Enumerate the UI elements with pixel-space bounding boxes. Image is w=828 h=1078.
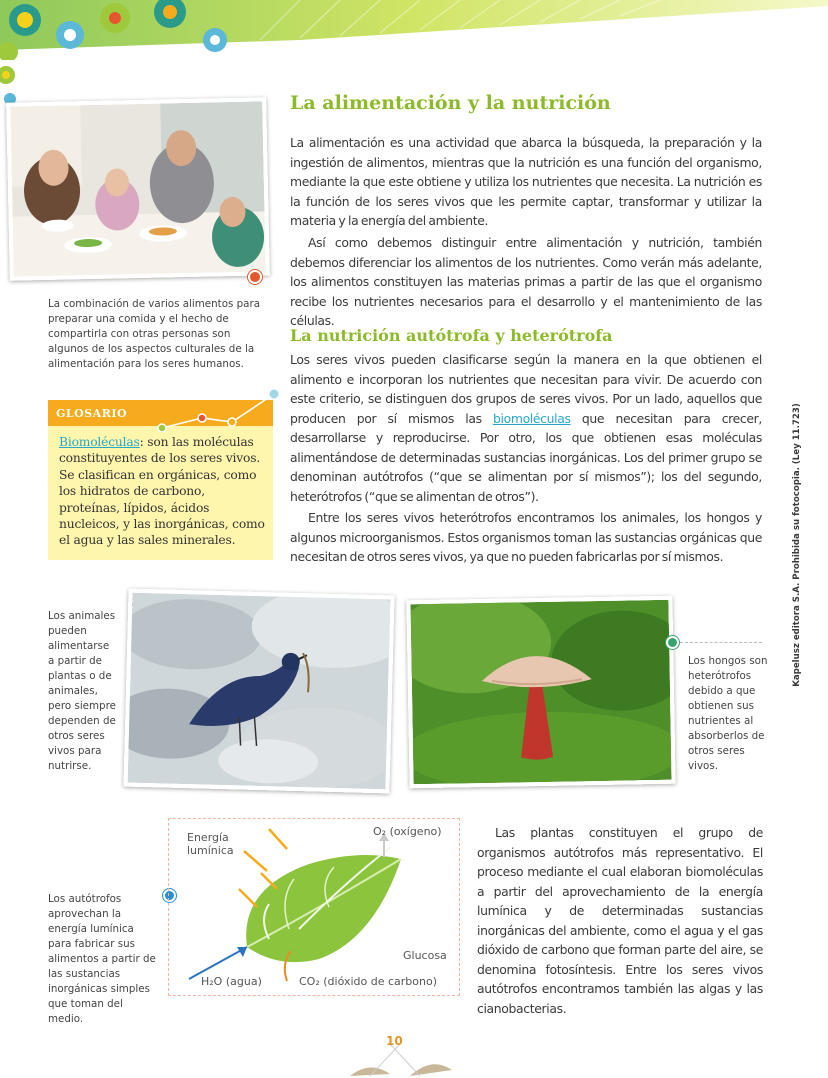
subsection-paragraph-2: Entre los seres vivos heterótrofos encontramos los animales, los hongos y algunos microorganismos. Estos organismos toman las sustancias orgánicas que necesitan de otros seres vivos, ya que no pueden fabricarlas por sí mismos. xyxy=(290,510,762,564)
leaf-diagram-caption: Los autótrofos aprovechan la energía lumínica para fabricar sus alimentos a partir de las sustancias inorgánicas simples que toman del medio. xyxy=(48,893,156,1025)
family-meal-photo xyxy=(6,97,270,280)
paragraph-text: que necesitan para crecer, desarrollarse y reproducirse. Por otro, los que obtienen esas moléculas alimentándose de determinadas sustancias inorgánicas. Los del primer grupo se denominan autótrofos (“que se alimentan por sí mismos”); los del segundo, heterótrofos (“que se alimentan de otros”). xyxy=(290,410,762,504)
family-photo-caption: La combinación de varios alimentos para preparar una comida y el hecho de compartirla con otras personas son algunos de los aspectos culturales de la alimentación para los seres humanos. xyxy=(48,298,261,370)
paragraph-text: Los seres vivos pueden clasificarse según la manera en la que obtienen el alimento e incorporan los nutrientes que necesitan para vivir. De acuerdo con este criterio, se distinguen dos grupos de seres vivos. Por un lado, aquellos que producen por sí mismos las xyxy=(290,352,762,426)
subsection-title: La nutrición autótrofa y heterótrofa xyxy=(290,326,613,345)
water-label: H₂O (agua) xyxy=(201,975,262,988)
mushroom-photo xyxy=(406,596,675,789)
photosynthesis-diagram xyxy=(168,818,460,996)
glossary-decoration-icon xyxy=(150,388,280,432)
bird-photo-caption: Los animales pueden alimentarse a partir de plantas o de animales, pero siempre dependen de otros seres vivos para nutrirse. xyxy=(48,610,116,772)
mushroom-photo-caption: Los hongos son heterótrofos debido a que obtienen sus nutrientes al absorberlos de otros seres vivos. xyxy=(688,655,768,772)
oxygen-label: O₂ (oxígeno) xyxy=(373,825,442,838)
glossary-definition xyxy=(59,434,269,549)
copyright-sidebar xyxy=(787,403,807,687)
photo-marker-dot xyxy=(248,270,262,284)
subsection-paragraph-3: Las plantas constituyen el grupo de organismos autótrofos más representativo. El proceso mediante el cual elaboran biomoléculas a partir del aprovechamiento de la energía lumínica y de determinadas sustancias inorgánicas del ambiente, como el agua y el gas dióxido de carbono que forman parte del aire, se denomina fotosíntesis. Entre los seres vivos autótrofos encontramos también las algas y las cianobacterias. xyxy=(477,825,763,1016)
page-number: 10 xyxy=(386,1034,403,1048)
intro-paragraph-1: La alimentación es una actividad que abarca la búsqueda, la preparación y la ingestión de alimentos, mientras que la nutrición es una función del organismo, mediante la que este obtiene y utiliza los nutrientes que necesita. La nutrición es la función de los seres vivos que les permite captar, transformar y utilizar la materia y la energía del ambiente. xyxy=(290,135,762,228)
section-title: La alimentación y la nutrición xyxy=(290,92,611,114)
decorative-banner xyxy=(0,0,828,60)
bird-photo xyxy=(123,589,394,794)
light-energy-label: Energía lumínica xyxy=(187,831,234,857)
intro-paragraph-2: Así como debemos distinguir entre alimentación y nutrición, también debemos diferenciar los alimentos de los nutrientes. Como verán más adelante, los alimentos constituyen las materias primas a partir de las que el organismo recibe los nutrientes necesarios para el desarrollo y el mantenimiento de las células. xyxy=(290,235,762,328)
glucose-label: Glucosa xyxy=(403,949,447,962)
glossary-definition-text: : son las moléculas constituyentes de los seres vivos. Se clasifican en orgánicas, como los hidratos de carbono, proteínas, lípidos, ácidos nucleicos, y las inorgánicas, como el agua y las sales minerales. xyxy=(59,435,265,548)
subsection-paragraph-1 xyxy=(290,350,762,506)
mushroom-marker-dot xyxy=(666,636,679,649)
glossary-term-link[interactable]: Biomoléculas xyxy=(59,435,140,449)
copyright-text: Kapelusz editora S.A. Prohibida su fotocopia. (Ley 11.723) xyxy=(792,403,802,687)
caption-divider xyxy=(680,642,762,643)
biomoleculas-link[interactable]: biomoléculas xyxy=(493,410,571,426)
co2-label: CO₂ (dióxido de carbono) xyxy=(299,975,438,988)
glossary-heading: GLOSARIO xyxy=(56,407,128,420)
